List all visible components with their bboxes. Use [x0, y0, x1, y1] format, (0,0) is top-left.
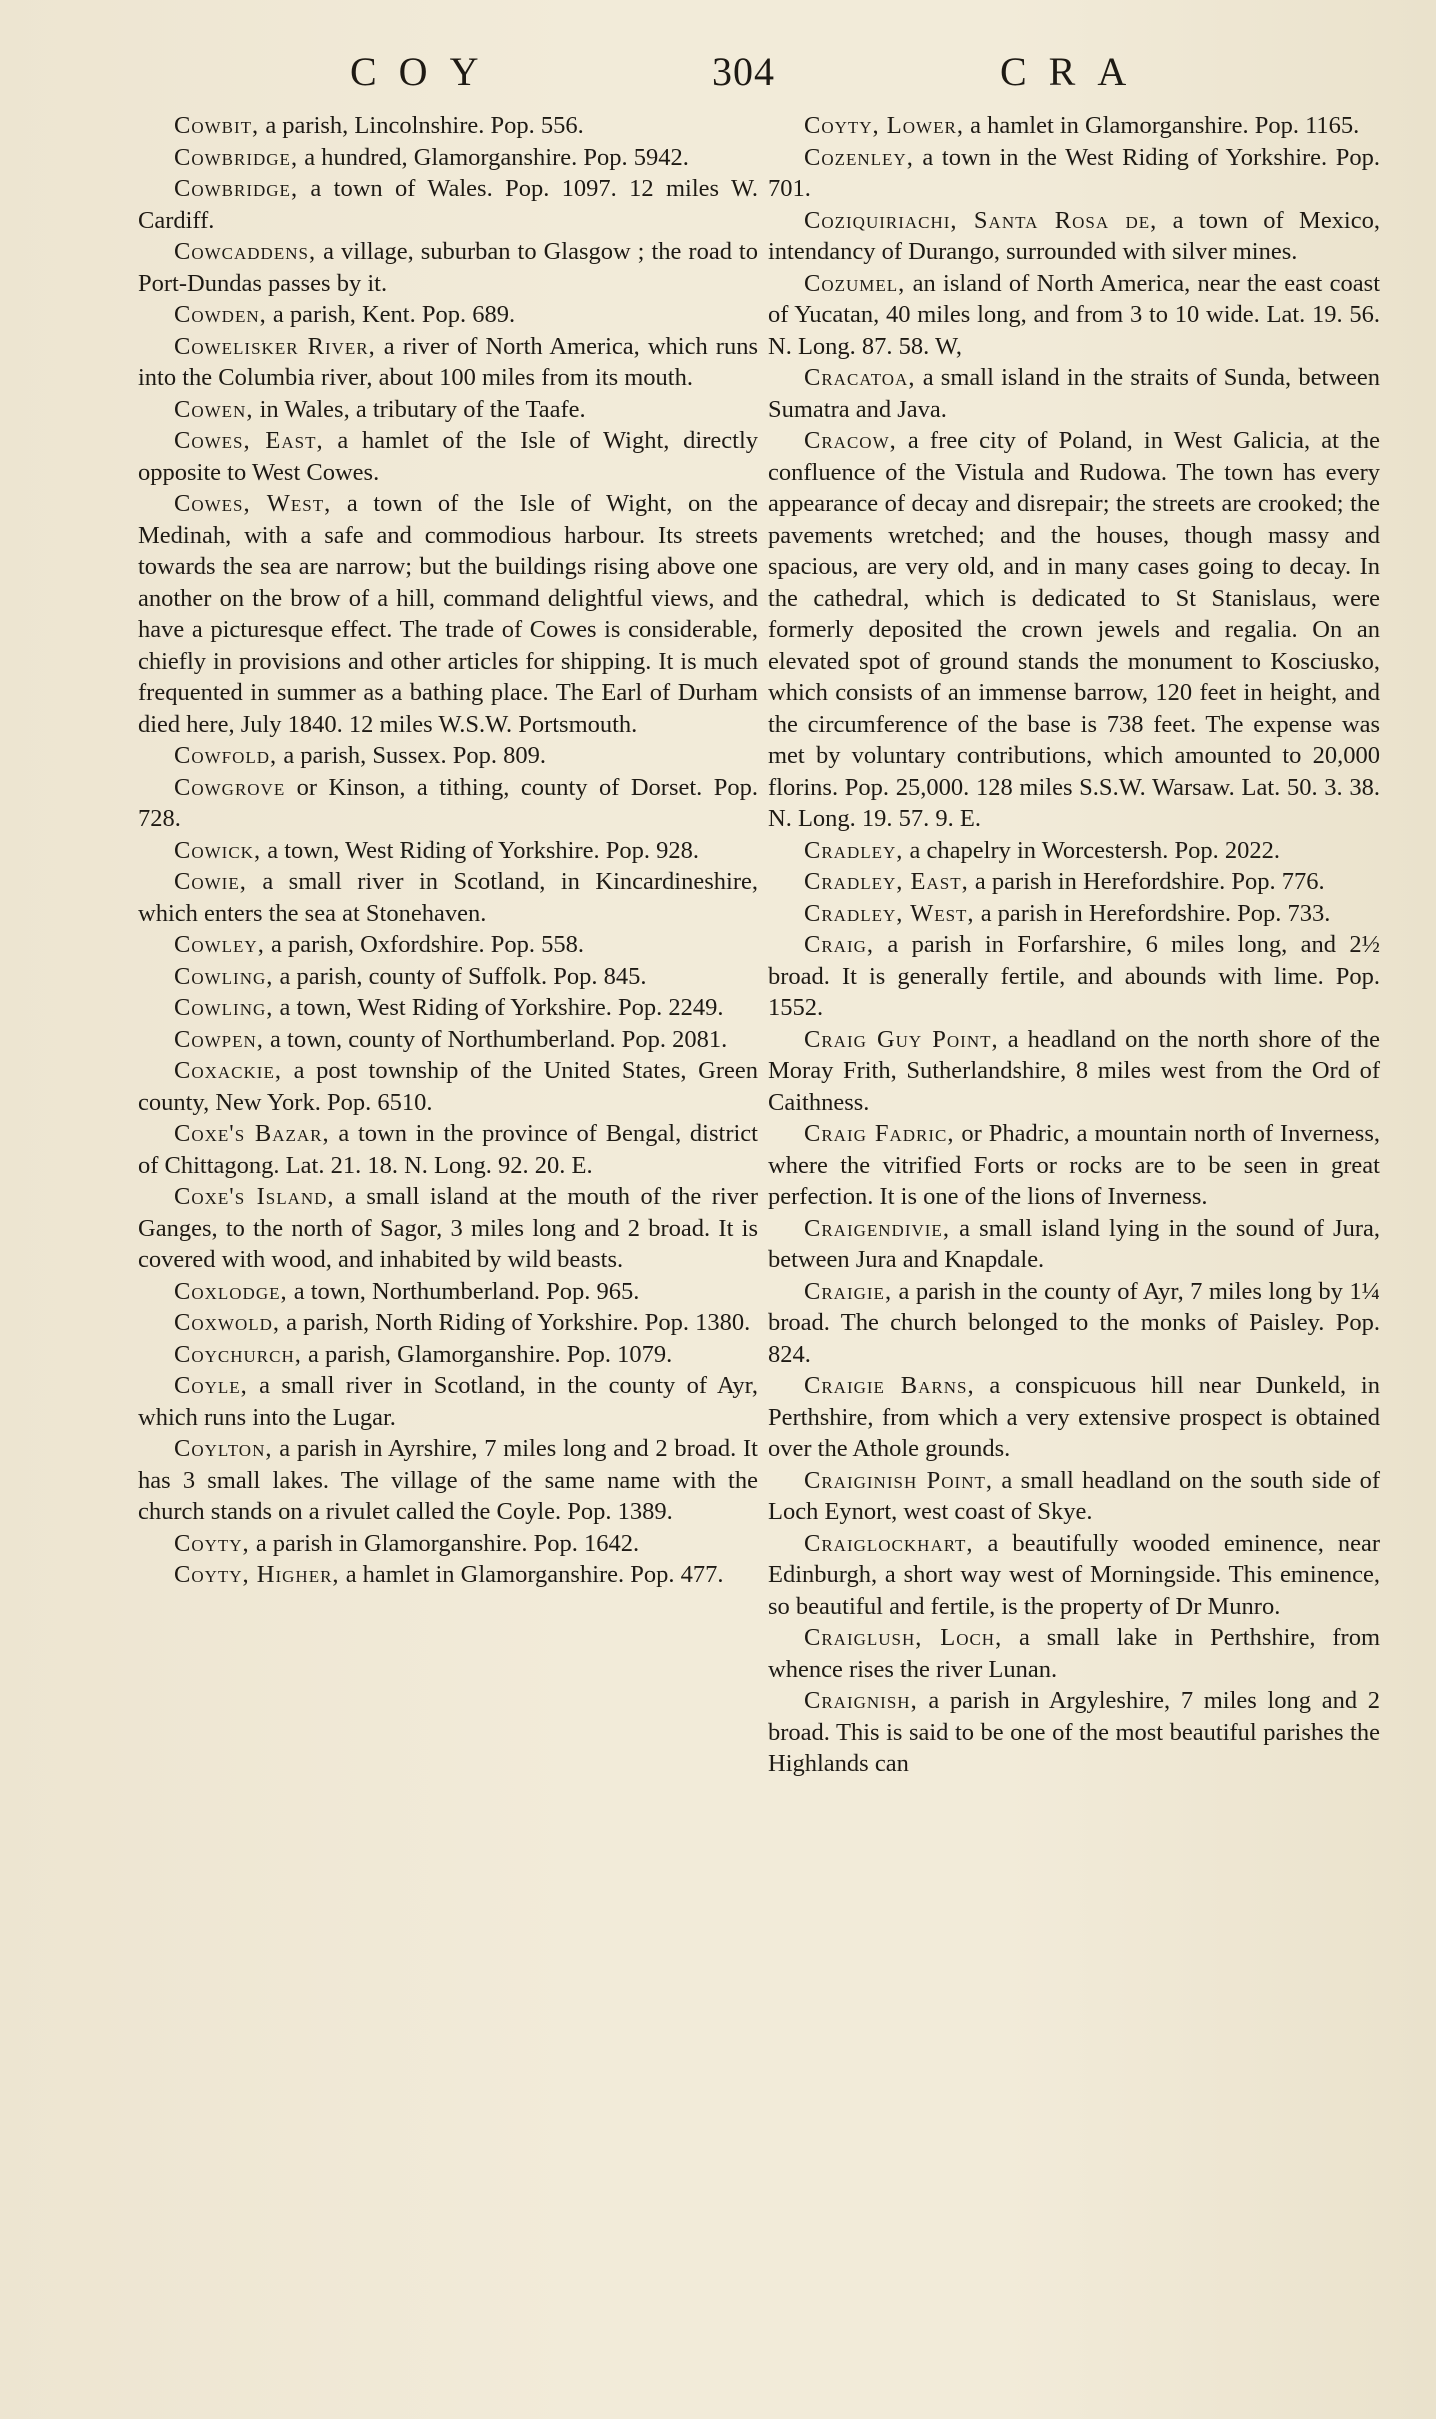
entry-text: a headland on the north shore of the Moray Frith, Sutherlandshire, 8 miles west from the Ord of Caithness. [768, 1025, 1380, 1116]
entry-text: a hamlet in Glamorganshire. Pop. 477. [339, 1561, 724, 1588]
entry-headword: Cowgrove [174, 773, 286, 801]
entry-headword: Cowling, [174, 994, 274, 1021]
entry-text: a hamlet of the Isle of Wight, directly opposite to West Cowes. [138, 427, 758, 486]
dictionary-entry [138, 1118, 758, 1181]
entry-headword: Coxe's Island, [174, 1183, 335, 1210]
entry-text: a small river in Scotland, in the county of Ayr, which runs into the Lugar. [138, 1372, 758, 1431]
running-header [0, 48, 1436, 98]
dictionary-entry [138, 1433, 758, 1528]
dictionary-entry [768, 268, 1380, 363]
dictionary-entry [138, 488, 758, 740]
entry-headword: Craignish, [804, 1687, 918, 1714]
entry-headword: Craig Guy Point, [804, 1025, 999, 1053]
entry-text: a parish in Herefordshire. Pop. 776. [968, 868, 1325, 895]
header-right-guide-word: CRA [1000, 49, 1149, 94]
entry-text: a small island in the straits of Sunda, between Sumatra and Java. [768, 364, 1380, 423]
entry-headword: Cowen, [174, 395, 254, 423]
entry-headword: Craiglockhart, [804, 1529, 974, 1557]
dictionary-entry [138, 992, 758, 1024]
entry-headword: Coyle, [174, 1372, 248, 1399]
entry-headword: Cowelisker River, [174, 332, 376, 360]
entry-headword: Cradley, West, [804, 899, 975, 927]
dictionary-entry [768, 362, 1380, 425]
dictionary-entry [138, 740, 758, 772]
dictionary-entry [768, 205, 1380, 268]
entry-text: or Phadric, a mountain north of Inverness, where the vitrified Forts or rocks are to be seen in great perfection. It is one of the lions of Inverness. [768, 1120, 1380, 1210]
entry-headword: Cozenley, [804, 143, 914, 171]
entry-text: a small island lying in the sound of Jura, between Jura and Knapdale. [768, 1214, 1380, 1273]
entry-headword: Cowbridge, [174, 143, 299, 171]
entry-text: a parish, Sussex. Pop. 809. [277, 742, 547, 769]
entry-text: a river of North America, which runs into the Columbia river, about 100 miles from its mouth. [138, 332, 758, 391]
entry-headword: Coxackie, [174, 1057, 282, 1084]
dictionary-entry [138, 1559, 758, 1591]
entry-headword: Cowling, [174, 962, 274, 990]
entry-headword: Cradley, East, [804, 868, 969, 895]
dictionary-entry [768, 1024, 1380, 1119]
dictionary-entry [768, 1213, 1380, 1276]
entry-headword: Cowden, [174, 301, 267, 328]
entry-headword: Cradley, [804, 836, 904, 864]
entry-text: a small island at the mouth of the river Ganges, to the north of Sagor, 3 miles long and 2 broad. It is covered with wood, and inhabited by wild beasts. [138, 1183, 758, 1273]
entry-headword: Coziquiriachi, Santa Rosa de, [804, 206, 1158, 234]
entry-text: a parish in Argyleshire, 7 miles long and 2 broad. This is said to be one of the most beautiful parishes the Highlands can [768, 1687, 1380, 1777]
entry-text: a town in the West Riding of Yorkshire. Pop. 701. [768, 143, 1380, 202]
dictionary-entry [768, 1370, 1380, 1465]
entry-text: a town, West Riding of Yorkshire. Pop. 2249. [273, 994, 724, 1021]
entry-text: a town, Northumberland. Pop. 965. [287, 1277, 640, 1305]
dictionary-entry [768, 835, 1380, 867]
entry-headword: Craig, [804, 931, 875, 958]
dictionary-entry [138, 394, 758, 426]
entry-text: a small lake in Perthshire, from whence rises the river Lunan. [768, 1624, 1380, 1683]
entry-text: a small headland on the south side of Loch Eynort, west coast of Skye. [768, 1466, 1381, 1525]
entry-text: a hamlet in Glamorganshire. Pop. 1165. [963, 112, 1360, 139]
entry-headword: Craig Fadric, [804, 1120, 955, 1147]
entry-headword: Cowes, East, [174, 427, 324, 454]
dictionary-entry [138, 299, 758, 331]
entry-headword: Cracatoa, [804, 364, 916, 391]
right-column [768, 110, 1380, 1780]
entry-headword: Cowley, [174, 931, 265, 958]
dictionary-entry [138, 772, 758, 835]
entry-text: a town, county of Northumberland. Pop. 2081. [263, 1025, 728, 1053]
entry-text: a town of Mexico, intendancy of Durango, surrounded with silver mines. [768, 206, 1380, 265]
dictionary-entry [138, 1055, 758, 1118]
entry-headword: Craigie, [804, 1277, 893, 1305]
dictionary-entry [138, 173, 758, 236]
entry-headword: Coylton, [174, 1435, 273, 1462]
entry-text: a parish in Glamorganshire. Pop. 1642. [249, 1529, 640, 1557]
entry-headword: Cowpen, [174, 1025, 264, 1053]
entry-headword: Coxwold, [174, 1309, 281, 1336]
dictionary-entry [138, 929, 758, 961]
dictionary-entry [768, 425, 1380, 835]
entry-headword: Craigie Barns, [804, 1372, 975, 1399]
dictionary-entry [768, 142, 1380, 205]
entry-text: in Wales, a tributary of the Taafe. [253, 395, 586, 423]
entry-headword: Cozumel, [804, 269, 906, 297]
dictionary-entry [138, 331, 758, 394]
dictionary-entry [138, 142, 758, 174]
entry-text: a parish, Oxfordshire. Pop. 558. [264, 931, 584, 958]
entry-text: a hundred, Glamorganshire. Pop. 5942. [298, 143, 689, 171]
entry-headword: Craiglush, Loch, [804, 1624, 1003, 1651]
dictionary-entry [768, 929, 1380, 1024]
entry-headword: Craigendivie, [804, 1214, 950, 1242]
dictionary-entry [768, 898, 1380, 930]
entry-text: a parish in Ayrshire, 7 miles long and 2 broad. It has 3 small lakes. The village of the same name with the church stands on a rivulet called the Coyle. Pop. 1389. [138, 1435, 758, 1525]
entry-text: a parish, county of Suffolk. Pop. 845. [273, 962, 647, 990]
entry-text: a parish in the county of Ayr, 7 miles long by 1¼ broad. The church belonged to the monks of Paisley. Pop. 824. [768, 1277, 1380, 1368]
entry-headword: Craiginish Point, [804, 1466, 993, 1494]
left-column [138, 110, 758, 1591]
dictionary-entry [768, 1528, 1380, 1623]
entry-text: an island of North America, near the east coast of Yucatan, 40 miles long, and from 3 to 10 wide. Lat. 19. 56. N. Long. 87. 58. W, [768, 269, 1380, 360]
entry-headword: Cowick, [174, 836, 262, 864]
header-left-guide-word: COY [350, 49, 501, 94]
entry-headword: Cowie, [174, 868, 247, 895]
dictionary-entry [138, 961, 758, 993]
dictionary-entry [138, 1339, 758, 1371]
entry-headword: Cowcaddens, [174, 238, 317, 265]
entry-text: a town of the Isle of Wight, on the Medinah, with a safe and commodious harbour. Its streets towards the sea are narrow; but the buildings rising above one another on the brow of a hill, command delightful views, and have a picturesque effect. The trade of Cowes is considerable, chiefly in provisions and other articles for shipping. It is much frequented in summer as a bathing place. The Earl of Durham died here, July 1840. 12 miles W.S.W. Portsmouth. [138, 490, 758, 738]
dictionary-entry [768, 1622, 1380, 1685]
entry-headword: Coyty, [174, 1529, 250, 1557]
entry-headword: Cowbit, [174, 112, 260, 139]
entry-headword: Cracow, [804, 427, 897, 454]
entry-text: a conspicuous hill near Dunkeld, in Perthshire, from which a very extensive prospect is obtained over the Athole grounds. [768, 1372, 1380, 1462]
entry-text: a parish in Herefordshire. Pop. 733. [974, 899, 1331, 927]
dictionary-entry [768, 1685, 1380, 1780]
dictionary-entry [138, 1307, 758, 1339]
dictionary-entry [138, 1024, 758, 1056]
entry-headword: Coxe's Bazar, [174, 1120, 330, 1147]
entry-text: a town, West Riding of Yorkshire. Pop. 928. [261, 836, 699, 864]
dictionary-entry [768, 1276, 1380, 1371]
entry-text: a post township of the United States, Green county, New York. Pop. 6510. [138, 1057, 758, 1116]
entry-text: a beautifully wooded eminence, near Edinburgh, a short way west of Morningside. This eminence, so beautiful and fertile, is the property of Dr Munro. [768, 1529, 1380, 1620]
dictionary-entry [768, 866, 1380, 898]
dictionary-entry [138, 1181, 758, 1276]
dictionary-entry [768, 1118, 1380, 1213]
dictionary-entry [138, 110, 758, 142]
dictionary-entry [138, 1528, 758, 1560]
dictionary-entry [138, 1370, 758, 1433]
entry-text: a parish, Glamorganshire. Pop. 1079. [301, 1340, 673, 1368]
entry-text: a town in the province of Bengal, district of Chittagong. Lat. 21. 18. N. Long. 92. 20. E. [138, 1120, 758, 1179]
dictionary-entry [138, 1276, 758, 1308]
entry-headword: Coyty, Lower, [804, 112, 964, 139]
entry-text: a small river in Scotland, in Kincardineshire, which enters the sea at Stonehaven. [138, 868, 758, 927]
entry-headword: Coyty, Higher, [174, 1561, 340, 1588]
entry-text: a parish in Forfarshire, 6 miles long, and 2½ broad. It is generally fertile, and abounds with lime. Pop. 1552. [768, 931, 1380, 1021]
entry-text: or Kinson, a tithing, county of Dorset. Pop. 728. [138, 773, 758, 832]
entry-text: a parish, Lincolnshire. Pop. 556. [259, 112, 584, 139]
entry-text: a parish, Kent. Pop. 689. [266, 301, 516, 328]
dictionary-entry [768, 110, 1380, 142]
dictionary-entry [138, 866, 758, 929]
dictionary-entry [768, 1465, 1380, 1528]
entry-headword: Coychurch, [174, 1340, 302, 1368]
entry-headword: Cowes, West, [174, 490, 332, 517]
entry-headword: Cowbridge, [174, 175, 299, 202]
page-number: 304 [712, 49, 775, 94]
dictionary-entry [138, 236, 758, 299]
entry-headword: Cowfold, [174, 742, 278, 769]
entry-headword: Coxlodge, [174, 1277, 288, 1305]
entry-text: a village, suburban to Glasgow ; the road to Port-Dundas passes by it. [138, 238, 758, 297]
dictionary-entry [138, 835, 758, 867]
entry-text: a town of Wales. Pop. 1097. 12 miles W. Cardiff. [138, 175, 758, 234]
entry-text: a parish, North Riding of Yorkshire. Pop. 1380. [280, 1309, 751, 1336]
dictionary-entry [138, 425, 758, 488]
entry-text: a free city of Poland, in West Galicia, at the confluence of the Vistula and Rudowa. The town has every appearance of decay and disrepair; the streets are crooked; the pavements wretched; and the houses, though massy and spacious, are very old, and in many cases going to decay. In the cathedral, which is dedicated to St Stanislaus, were formerly deposited the crown jewels and regalia. On an elevated spot of ground stands the monument to Kosciusko, which consists of an immense barrow, 120 feet in height, and the circumference of the base is 738 feet. The expense was met by voluntary contributions, which amounted to 20,000 florins. Pop. 25,000. 128 miles S.S.W. Warsaw. Lat. 50. 3. 38. N. Long. 19. 57. 9. E. [768, 427, 1380, 832]
entry-text: a chapelry in Worcestersh. Pop. 2022. [903, 836, 1280, 864]
